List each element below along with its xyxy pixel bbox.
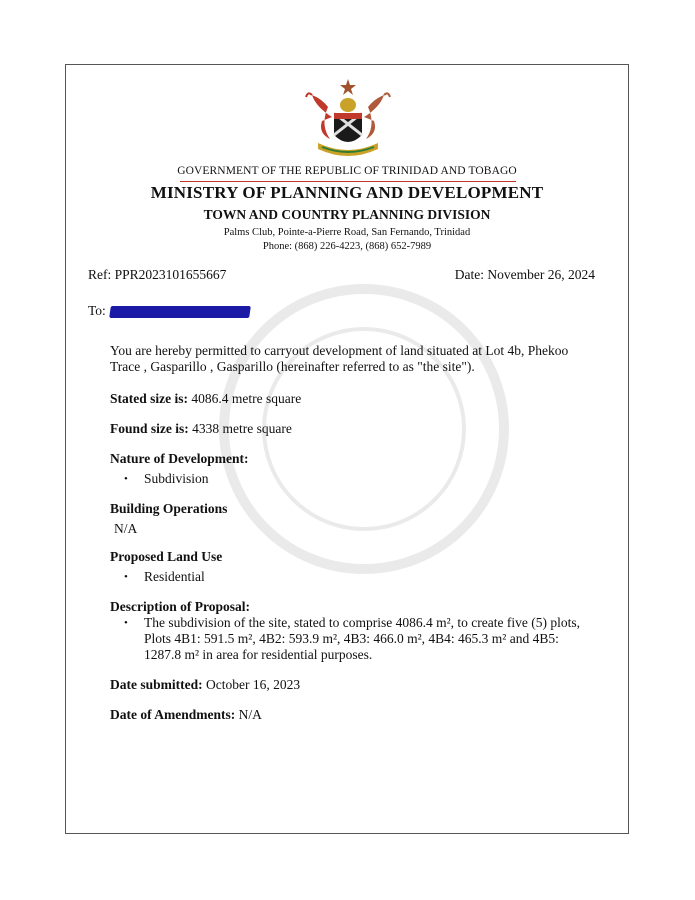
nature-list-item: • Subdivision	[124, 471, 209, 486]
recipient-label: To:	[88, 303, 106, 318]
letter-date: Date: November 26, 2024	[454, 267, 595, 282]
redacted-recipient	[109, 306, 251, 318]
building-heading: Building Operations	[110, 501, 228, 516]
heading-divider	[180, 181, 516, 182]
found-size: Found size is: 4338 metre square	[110, 421, 292, 436]
proposal-list-item: • The subdivision of the site, stated to comprise 4086.4 m², to create five (5) plots, Plots 4B1: 591.5 m², 4B2: 593.9 m², 4B3: 466.0 m², 4B4: 465.3 m² and 4B5: 1287.8 m² in area for residential purposes.	[124, 615, 580, 662]
landuse-list-item: • Residential	[124, 569, 205, 584]
ministry-heading: MINISTRY OF PLANNING AND DEVELOPMENT	[150, 183, 544, 202]
permit-body	[110, 343, 590, 737]
proposal-heading: Description of Proposal:	[110, 599, 250, 614]
division-heading: TOWN AND COUNTRY PLANNING DIVISION	[203, 207, 491, 222]
address-line: Palms Club, Pointe-a-Pierre Road, San Fernando, Trinidad	[223, 227, 471, 238]
bullet-icon: •	[124, 571, 128, 583]
stated-size: Stated size is: 4086.4 metre square	[110, 391, 302, 406]
building-value: N/A	[114, 521, 138, 536]
date-submitted: Date submitted: October 16, 2023	[110, 677, 301, 692]
coat-of-arms-seal	[86, 73, 610, 168]
intro-paragraph: You are hereby permitted to carryout development of land situated at Lot 4b, Phekoo Trace , Gasparillo , Gasparillo (hereinafter referred to as "the site").	[110, 343, 569, 374]
bullet-icon: •	[124, 617, 128, 629]
landuse-heading: Proposed Land Use	[110, 549, 223, 564]
reference-number: Ref: PPR2023101655667	[88, 267, 227, 282]
document-page	[65, 64, 629, 834]
government-heading: GOVERNMENT OF THE REPUBLIC OF TRINIDAD AND TOBAGO	[177, 165, 517, 177]
date-amendments: Date of Amendments: N/A	[110, 707, 262, 722]
bullet-icon: •	[124, 473, 128, 485]
nature-heading: Nature of Development:	[110, 451, 249, 466]
phone-line: Phone: (868) 226-4223, (868) 652-7989	[262, 241, 432, 252]
